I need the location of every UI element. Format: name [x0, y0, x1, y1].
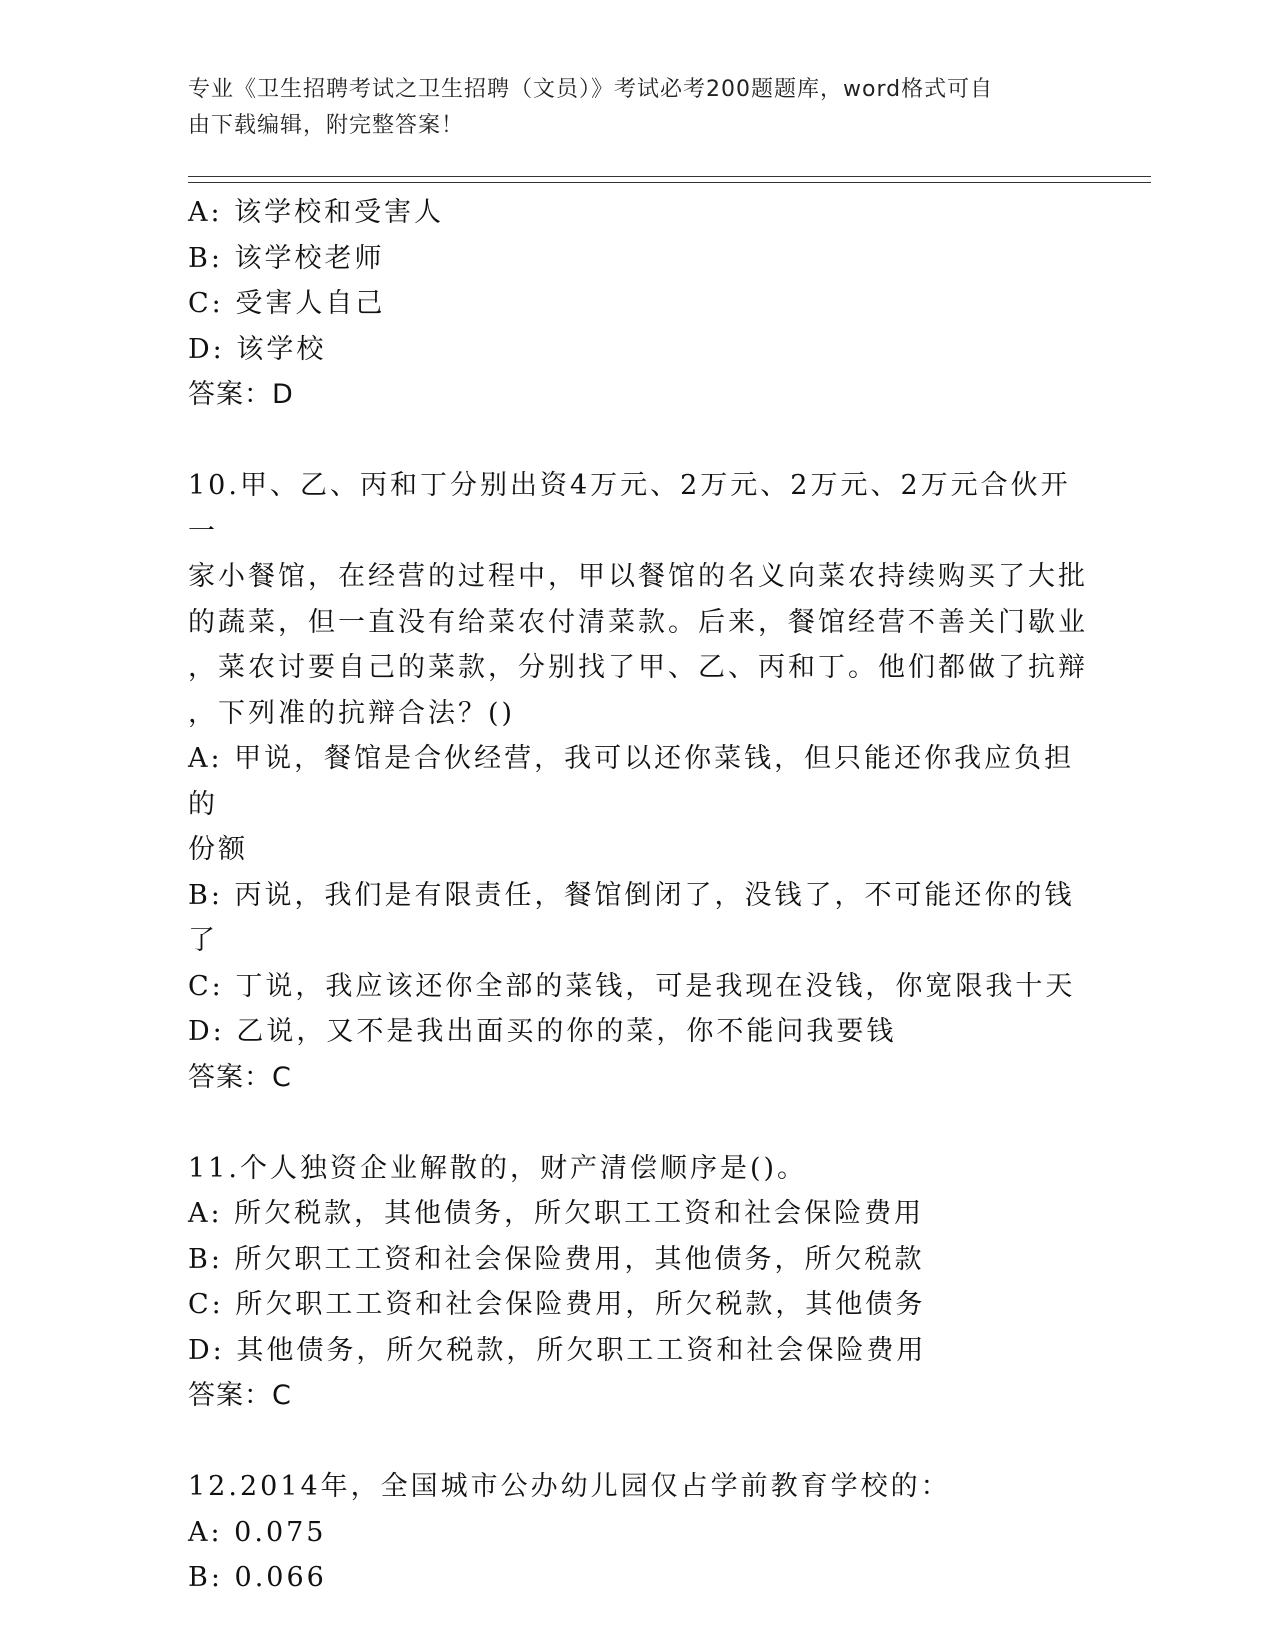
spacer	[188, 1419, 1088, 1465]
q10-stem-line: ，菜农讨要自己的菜款，分别找了甲、乙、丙和丁。他们都做了抗辩	[188, 652, 1088, 683]
document-header	[188, 72, 1068, 144]
question-12	[188, 1464, 1088, 1601]
q10-option-b: B: 丙说，我们是有限责任，餐馆倒闭了，没钱了，不可能还你的钱了	[188, 879, 1075, 956]
q10-stem-line: 家小餐馆，在经营的过程中，甲以餐馆的名义向菜农持续购买了大批	[188, 561, 1088, 592]
q9-option-d: D: 该学校	[188, 333, 327, 365]
q12-option-a: A: 0.075	[188, 1516, 327, 1548]
q12-option-b: B: 0.066	[188, 1562, 327, 1593]
q9-option-b: B: 该学校老师	[188, 242, 385, 274]
q10-stem-line: ，下列准的抗辩合法？()	[188, 697, 516, 729]
q9-answer: 答案：D	[188, 379, 294, 410]
question-11	[188, 1146, 1088, 1419]
q11-stem-line: 11.个人独资企业解散的，财产清偿顺序是()。	[188, 1152, 808, 1184]
question-9-tail	[188, 190, 1088, 418]
q10-answer: 答案：C	[188, 1061, 292, 1093]
q11-option-b: B: 所欠职工工资和社会保险费用，其他债务，所欠税款	[188, 1243, 925, 1275]
spacer	[188, 1100, 1088, 1146]
q10-option-d: D: 乙说，又不是我出面买的你的菜，你不能问我要钱	[188, 1016, 897, 1047]
header-line-1: 专业《卫生招聘考试之卫生招聘（文员）》考试必考200题题库，word格式可自	[188, 77, 994, 102]
q11-answer: 答案：C	[188, 1380, 292, 1411]
q10-option-a: A: 甲说，餐馆是合伙经营，我可以还你菜钱，但只能还你我应负担的	[188, 743, 1075, 820]
q9-option-a: A: 该学校和受害人	[188, 197, 445, 228]
q11-option-a: A: 所欠税款，其他债务，所欠职工工资和社会保险费用	[188, 1198, 925, 1229]
document-body	[188, 190, 1088, 1601]
question-10	[188, 463, 1088, 1100]
q9-option-c: C: 受害人自己	[188, 288, 386, 319]
q11-option-d: D: 其他债务，所欠税款，所欠职工工资和社会保险费用	[188, 1334, 927, 1366]
q12-stem-line: 12.2014年，全国城市公办幼儿园仅占学前教育学校的：	[188, 1471, 951, 1502]
q10-stem-line: 的蔬菜，但一直没有给菜农付清菜款。后来，餐馆经营不善关门歇业	[188, 606, 1088, 638]
q10-stem-line: 10.甲、乙、丙和丁分别出资4万元、2万元、2万元、2万元合伙开一	[188, 470, 1071, 547]
q10-option-c: C: 丁说，我应该还你全部的菜钱，可是我现在没钱，你宽限我十天	[188, 970, 1076, 1002]
header-line-2: 由下载编辑，附完整答案！	[188, 113, 465, 138]
header-divider	[188, 176, 1151, 183]
spacer	[188, 418, 1088, 464]
q11-option-c: C: 所欠职工工资和社会保险费用，所欠税款，其他债务	[188, 1289, 926, 1320]
q10-option-a-cont: 份额	[188, 834, 248, 865]
